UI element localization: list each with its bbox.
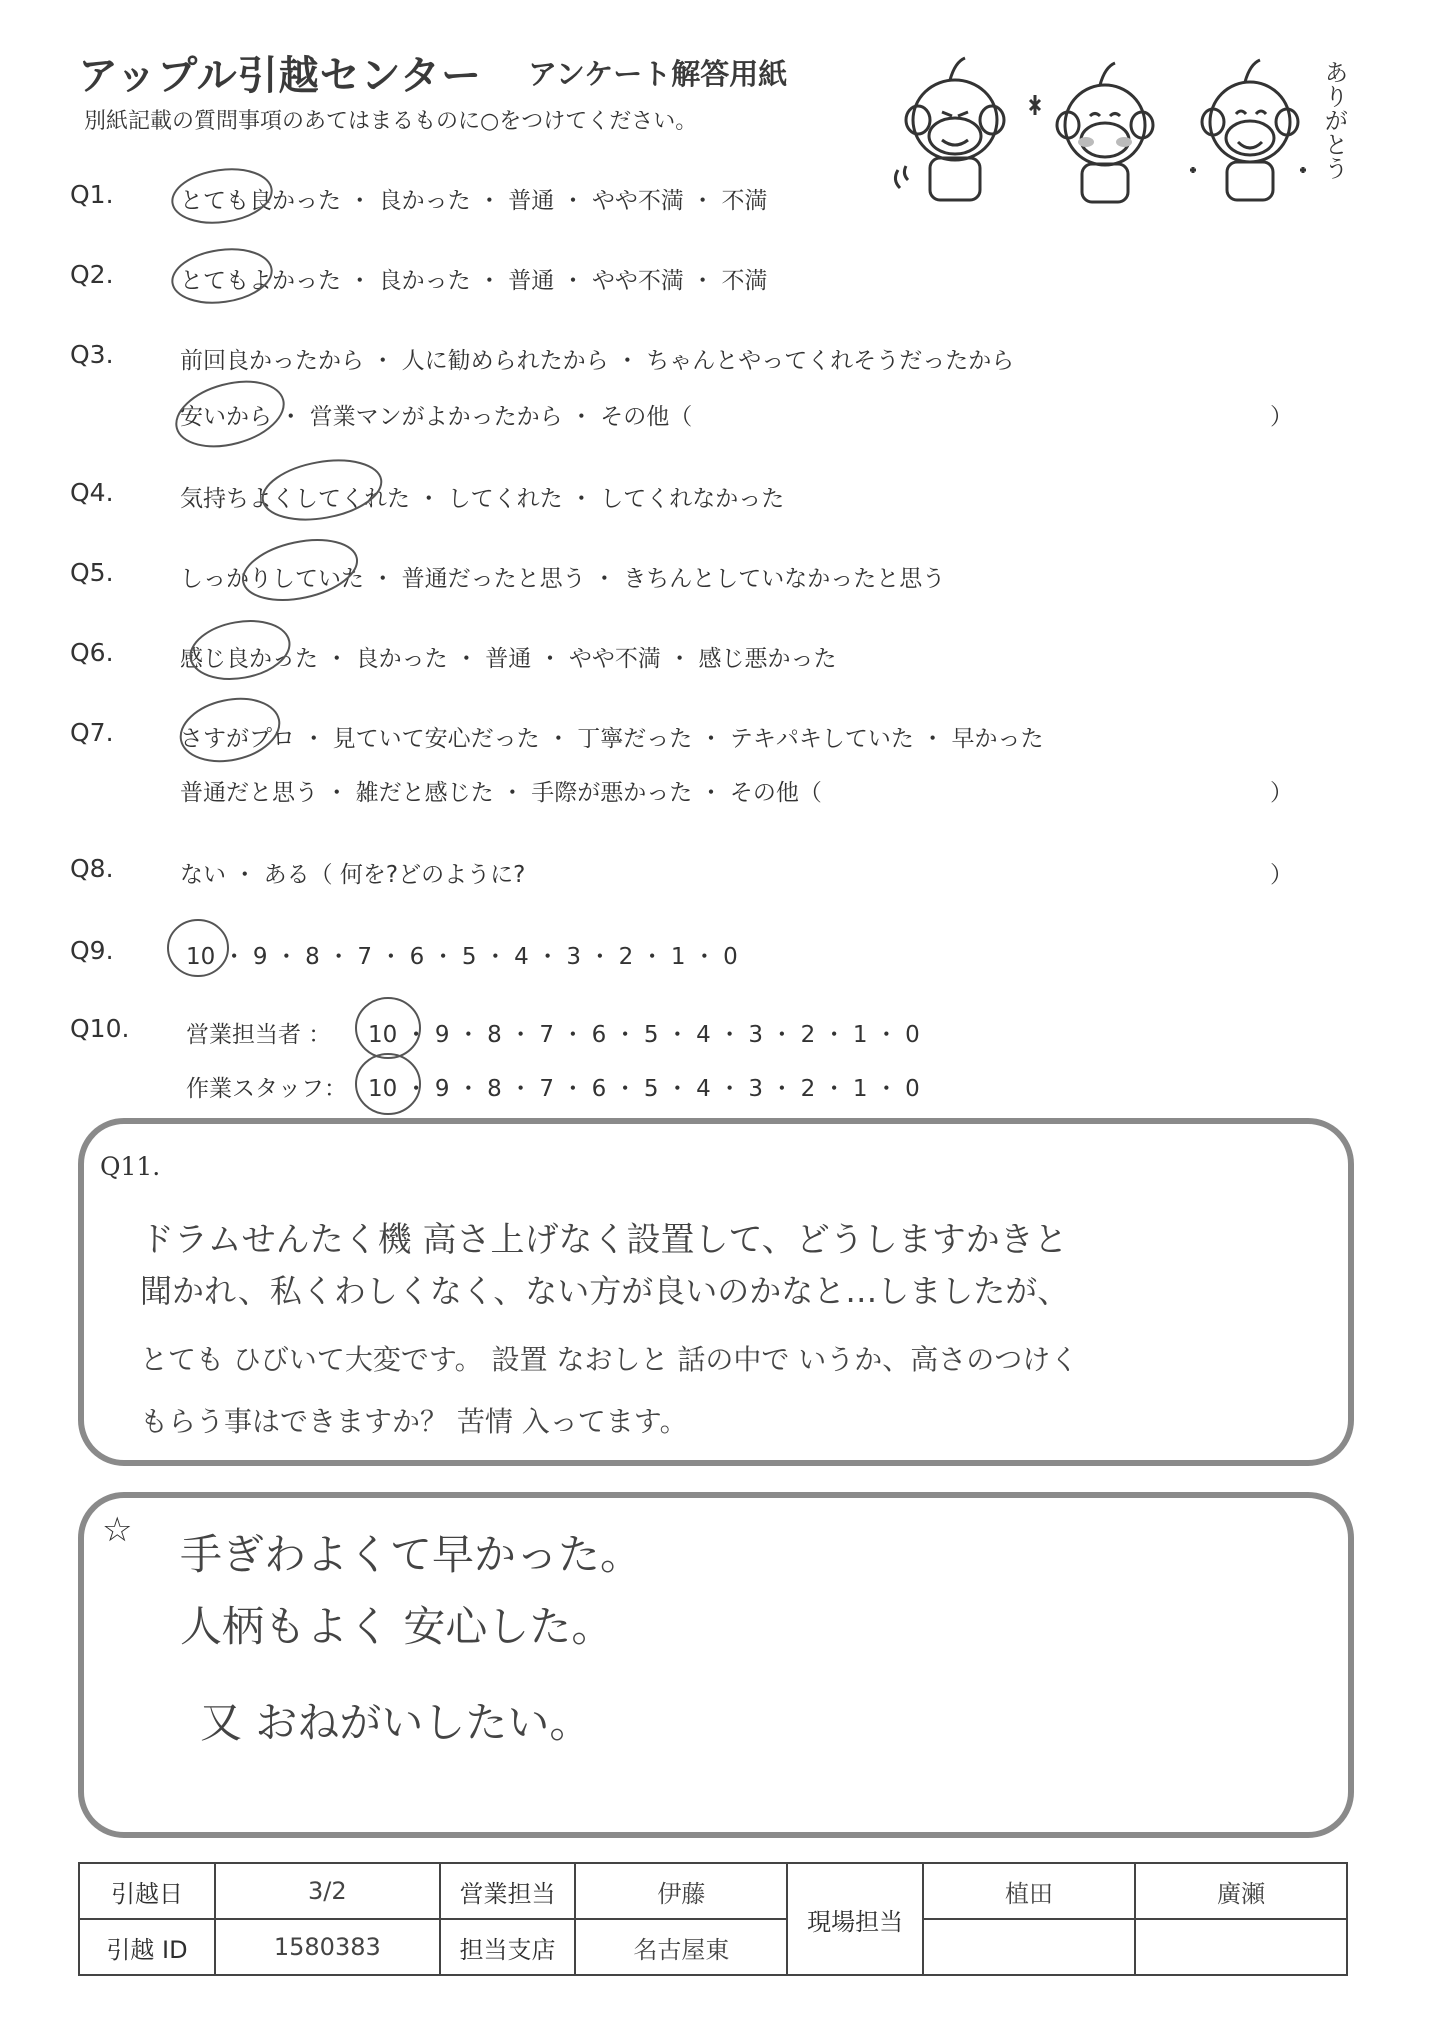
question-options: しっかりしていた ・ 普通だったと思う ・ きちんとしていなかったと思う	[180, 566, 946, 592]
move-id-label: 引越 ID	[79, 1919, 215, 1975]
question-options: さすがプロ ・ 見ていて安心だった ・ 丁寧だった ・ テキパキしていた ・ 早かった	[180, 726, 1044, 752]
handwritten-comment-line: 又 おねがいしたい。	[200, 1698, 592, 1747]
branch-label: 担当支店	[440, 1919, 576, 1975]
site-staff-1: 植田	[923, 1863, 1135, 1919]
question-options: ない ・ ある（ 何を?どのように?	[180, 862, 526, 888]
move-id-value: 1580383	[215, 1919, 440, 1975]
instruction-text: 別紙記載の質問事項のあてはまるものに○をつけてください。	[84, 109, 698, 134]
question-options: 気持ちよくしてくれた ・ してくれた ・ してくれなかった	[180, 486, 785, 512]
question-number: Q5.	[70, 558, 114, 587]
handwritten-comment-line: とても ひびいて大変です。 設置 なおしと 話の中で いうか、高さのつけく	[140, 1343, 1079, 1376]
sales-rating-scale: 10 ・ 9 ・ 8 ・ 7 ・ 6 ・ 5 ・ 4 ・ 3 ・ 2 ・ 1 ・ 0	[368, 1022, 920, 1048]
handwritten-comment-line: もらう事はできますか？ 苦情 入ってます。	[140, 1405, 688, 1438]
question-number: Q8.	[70, 854, 114, 883]
close-paren: ）	[1270, 862, 1293, 888]
question-scale: 10 ・ 9 ・ 8 ・ 7 ・ 6 ・ 5 ・ 4 ・ 3 ・ 2 ・ 1 ・ 0	[186, 944, 738, 970]
question-number: Q11.	[100, 1152, 161, 1181]
staff-rating-scale: 10 ・ 9 ・ 8 ・ 7 ・ 6 ・ 5 ・ 4 ・ 3 ・ 2 ・ 1 ・ 0	[368, 1076, 920, 1102]
sales-rep-value: 伊藤	[575, 1863, 787, 1919]
branch-value: 名古屋東	[575, 1919, 787, 1975]
question-number: Q4.	[70, 478, 114, 507]
company-title: アップル引越センター	[78, 53, 482, 99]
close-paren: ）	[1270, 404, 1293, 430]
question-number: Q3.	[70, 340, 114, 369]
question-options: とても良かった ・ 良かった ・ 普通 ・ やや不満 ・ 不満	[180, 188, 768, 214]
star-icon: ☆	[102, 1510, 133, 1550]
question-number: Q7.	[70, 718, 114, 747]
question-options-line2: 普通だと思う ・ 雑だと感じた ・ 手際が悪かった ・ その他（	[180, 780, 822, 806]
site-staff-label: 現場担当	[787, 1863, 923, 1975]
handwritten-comment-line: 手ぎわよくて早かった。	[180, 1530, 643, 1579]
move-info-table	[78, 1862, 1348, 1976]
sales-rating-label: 営業担当者 ：	[186, 1022, 332, 1048]
sales-rep-label: 営業担当	[440, 1863, 576, 1919]
question-options-line2: 安いから ・ 営業マンがよかったから ・ その他（	[180, 404, 693, 430]
move-date-value: 3/2	[215, 1863, 440, 1919]
staff-rating-label: 作業スタッフ：	[186, 1076, 347, 1102]
question-options: 前回良かったから ・ 人に勧められたから ・ ちゃんとやってくれそうだったから	[180, 348, 1015, 374]
handwritten-comment-line: ドラムせんたく機 高さ上げなく設置して、どうしますかきと	[140, 1220, 1068, 1260]
form-title: アンケート解答用紙	[528, 57, 788, 91]
move-date-label: 引越日	[79, 1863, 215, 1919]
site-staff-2: 廣瀬	[1135, 1863, 1347, 1919]
thanks-vertical-text: ありがとう	[1320, 60, 1348, 180]
close-paren: ）	[1270, 780, 1293, 806]
question-number: Q9.	[70, 936, 114, 965]
question-options: とてもよかった ・ 良かった ・ 普通 ・ やや不満 ・ 不満	[180, 268, 768, 294]
site-staff-empty	[1135, 1919, 1347, 1975]
question-number: Q10.	[70, 1014, 130, 1043]
question-number: Q6.	[70, 638, 114, 667]
handwritten-comment-line: 聞かれ、私くわしくなく、ない方が良いのかなと…しましたが、	[140, 1272, 1070, 1310]
handwritten-comment-line: 人柄もよく 安心した。	[180, 1602, 614, 1651]
site-staff-empty	[923, 1919, 1135, 1975]
question-number: Q2.	[70, 260, 114, 289]
question-options: 感じ良かった ・ 良かった ・ 普通 ・ やや不満 ・ 感じ悪かった	[180, 646, 837, 672]
question-number: Q1.	[70, 180, 114, 209]
